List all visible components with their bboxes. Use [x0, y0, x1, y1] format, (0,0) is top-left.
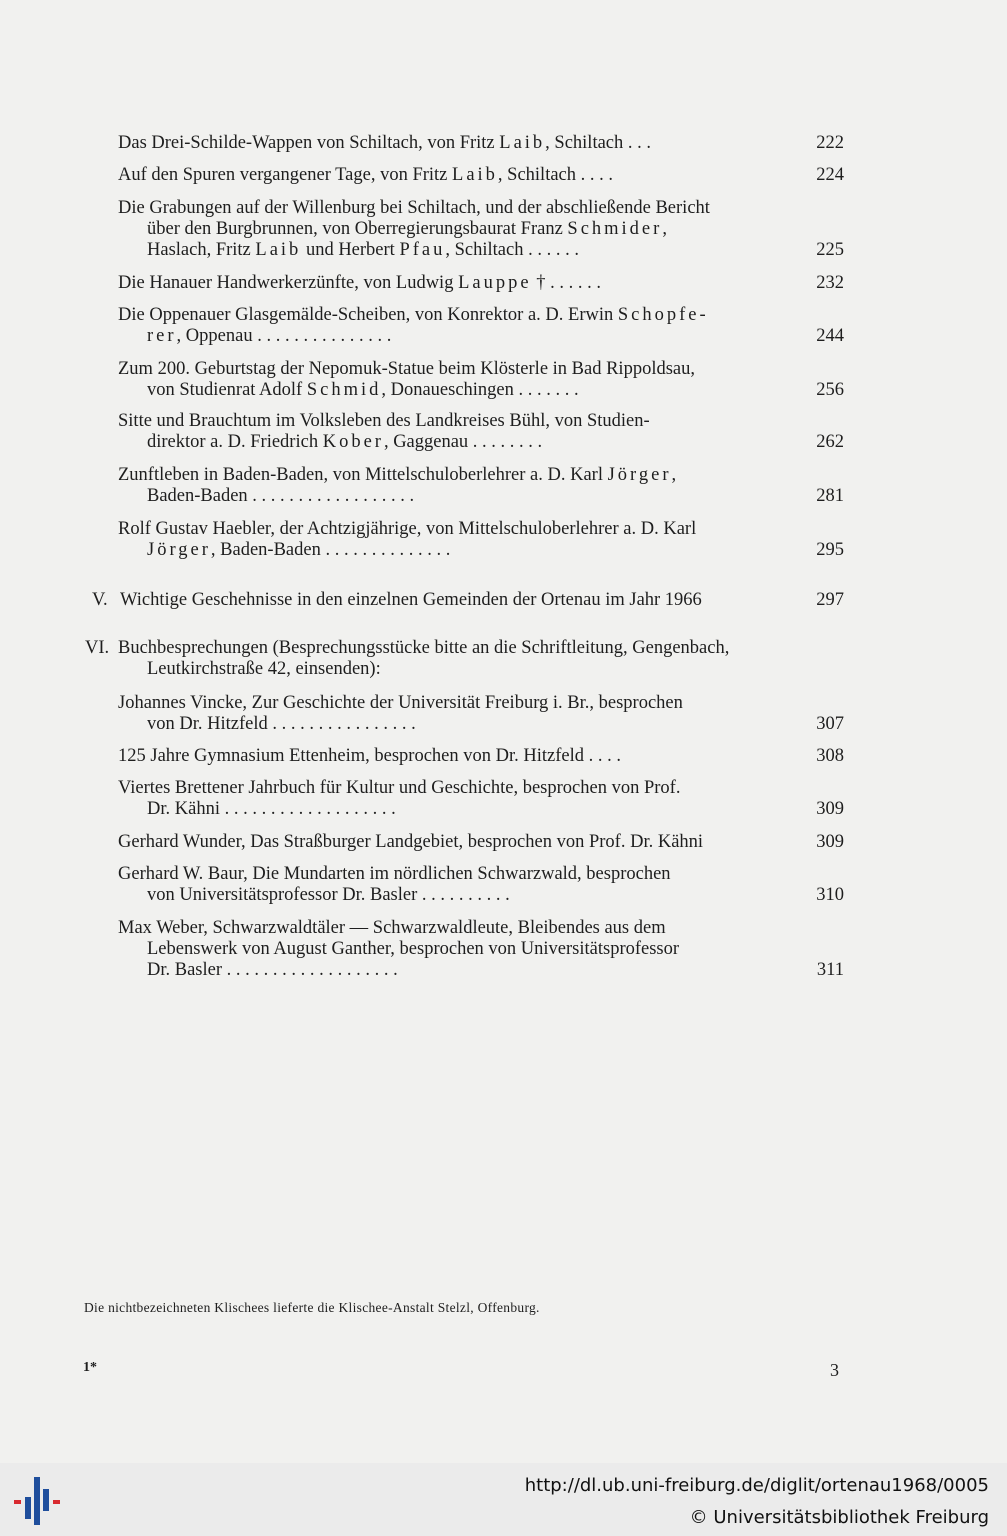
entry-text: Johannes Vincke, Zur Geschichte der Universität Freiburg i. Br., besprochen: [118, 693, 683, 713]
entry-text: Baden-Baden . . . . . . . . . . . . . . . . . .: [147, 486, 415, 506]
entry-line: [118, 778, 782, 799]
entry-text: , Gaggenau . . . . . . . .: [383, 432, 543, 452]
author-name: Schmid: [306, 380, 382, 400]
review-entry: [118, 778, 782, 820]
entry-text: von Studienrat Adolf: [147, 380, 307, 400]
page-ref: 309: [816, 799, 844, 819]
toc-entry: [118, 305, 782, 347]
page-ref: 224: [816, 165, 844, 185]
entry-line: [118, 165, 782, 186]
toc-entry: [118, 273, 782, 294]
toc-entry: [118, 359, 782, 401]
entry-text: , Baden-Baden . . . . . . . . . . . . . .: [210, 540, 451, 560]
page-ref: 225: [816, 240, 844, 260]
author-name: Laib: [499, 133, 546, 153]
entry-text: Leutkirchstraße 42, einsenden):: [147, 659, 381, 679]
entry-text: Dr. Basler . . . . . . . . . . . . . . . . . . .: [147, 960, 398, 980]
section-number: V.: [92, 590, 108, 610]
entry-text: † . . . . . .: [531, 273, 601, 293]
footer-bar: [0, 1463, 1007, 1536]
entry-line: [118, 219, 782, 240]
entry-text: Zunftleben in Baden-Baden, von Mittelschuloberlehrer a. D. Karl: [118, 465, 608, 485]
author-name: Schopfe-: [617, 305, 709, 325]
entry-text: ,: [671, 465, 677, 485]
entry-line: [118, 693, 782, 714]
entry-text: , Schiltach . . . . . .: [445, 240, 579, 260]
page-ref: 244: [816, 326, 844, 346]
entry-line: [118, 305, 782, 326]
entry-line: [118, 864, 782, 885]
page-ref: 309: [816, 832, 844, 852]
entry-text: 125 Jahre Gymnasium Ettenheim, besprochen von Dr. Hitzfeld . . . .: [118, 746, 621, 766]
entry-line: [118, 939, 782, 960]
toc-entry: [118, 411, 782, 453]
toc-entry: [118, 133, 782, 154]
entry-text: und Herbert: [301, 240, 400, 260]
entry-text: Haslach, Fritz: [147, 240, 256, 260]
author-name: Laib: [255, 240, 302, 260]
entry-line: [118, 359, 782, 380]
author-name: Jörger: [607, 465, 672, 485]
page-ref: 295: [816, 540, 844, 560]
author-name: rer: [147, 326, 177, 346]
entry-line: [118, 198, 782, 219]
toc-entry: [118, 165, 782, 186]
page-ref: 232: [816, 273, 844, 293]
page-ref: 307: [816, 714, 844, 734]
entry-text: von Universitätsprofessor Dr. Basler . . . . . . . . . .: [147, 885, 510, 905]
entry-line: [118, 540, 782, 561]
author-name: Laib: [452, 165, 498, 185]
entry-line: [118, 799, 782, 820]
entry-line: [118, 832, 782, 853]
signature-mark: 1*: [83, 1360, 97, 1375]
entry-text: Dr. Kähni . . . . . . . . . . . . . . . . . . .: [147, 799, 396, 819]
entry-line: [118, 918, 782, 939]
copyright-notice: © Universitätsbibliothek Freiburg: [689, 1507, 989, 1528]
entry-text: Gerhard Wunder, Das Straßburger Landgebiet, besprochen von Prof. Dr. Kähni: [118, 832, 704, 852]
entry-text: Die Hanauer Handwerkerzünfte, von Ludwig: [118, 273, 459, 293]
review-entry: [118, 746, 782, 767]
entry-line: [118, 659, 782, 680]
page-ref: 308: [816, 746, 844, 766]
entry-line: [118, 746, 782, 767]
entry-text: Lebenswerk von August Ganther, besprochen von Universitätsprofessor: [147, 939, 680, 959]
entry-text: direktor a. D. Friedrich: [147, 432, 323, 452]
page-number: 3: [830, 1360, 839, 1380]
entry-text: Auf den Spuren vergangener Tage, von Fritz: [118, 165, 453, 185]
review-entry: [118, 832, 782, 853]
page-ref: 256: [816, 380, 844, 400]
entry-text: Max Weber, Schwarzwaldtäler — Schwarzwaldleute, Bleibendes aus dem: [118, 918, 666, 938]
entry-line: [118, 486, 782, 507]
entry-line: [118, 465, 782, 486]
page-ref: 297: [816, 590, 844, 610]
page-ref: 311: [816, 960, 844, 980]
entry-line: [118, 273, 782, 294]
page-ref: 222: [816, 133, 844, 153]
entry-text: Rolf Gustav Haebler, der Achtzigjährige, von Mittelschuloberlehrer a. D. Karl: [118, 519, 697, 539]
author-name: Pfau: [399, 240, 446, 260]
entry-text: Viertes Brettener Jahrbuch für Kultur und Geschichte, besprochen von Prof.: [118, 778, 681, 798]
review-entry: [118, 864, 782, 906]
library-logo-icon: [12, 1475, 64, 1527]
entry-line: [118, 638, 782, 659]
review-entry: [118, 693, 782, 735]
author-name: Schmider: [567, 219, 663, 239]
permalink-url[interactable]: http://dl.ub.uni-freiburg.de/diglit/ortenau1968/0005: [524, 1475, 989, 1496]
entry-text: Die Grabungen auf der Willenburg bei Schiltach, und der abschließende Bericht: [118, 198, 710, 218]
section-title: [118, 638, 782, 680]
review-entry: [118, 918, 782, 981]
page-ref: 262: [816, 432, 844, 452]
toc-entry: [118, 198, 782, 261]
page-ref: 310: [816, 885, 844, 905]
entry-text: , Donaueschingen . . . . . . .: [381, 380, 579, 400]
author-name: Lauppe: [458, 273, 532, 293]
entry-text: von Dr. Hitzfeld . . . . . . . . . . . . . . . .: [147, 714, 416, 734]
entry-text: , Schiltach . . . .: [497, 165, 614, 185]
entry-line: [118, 885, 782, 906]
entry-line: [118, 432, 782, 453]
entry-line: [118, 133, 782, 154]
entry-text: , Oppenau . . . . . . . . . . . . . . .: [176, 326, 392, 346]
section-title: Wichtige Geschehnisse in den einzelnen Gemeinden der Ortenau im Jahr 1966: [120, 590, 702, 610]
page-ref: 281: [816, 486, 844, 506]
entry-text: , Schiltach . . .: [545, 133, 652, 153]
entry-text: Zum 200. Geburtstag der Nepomuk-Statue beim Klösterle in Bad Rippoldsau,: [118, 359, 695, 379]
toc-entry: [118, 465, 782, 507]
entry-line: [118, 519, 782, 540]
entry-line: [118, 240, 782, 261]
entry-text: Die Oppenauer Glasgemälde-Scheiben, von Konrektor a. D. Erwin: [118, 305, 618, 325]
author-name: Jörger: [147, 540, 211, 560]
entry-text: über den Burgbrunnen, von Oberregierungsbaurat Franz: [147, 219, 568, 239]
section-number: VI.: [85, 638, 110, 658]
entry-text: Das Drei-Schilde-Wappen von Schiltach, von Fritz: [118, 133, 500, 153]
entry-line: [118, 326, 782, 347]
entry-text: Buchbesprechungen (Besprechungsstücke bitte an die Schriftleitung, Gengenbach,: [118, 638, 730, 658]
footnote: Die nichtbezeichneten Klischees lieferte die Klischee-Anstalt Stelzl, Offenburg.: [84, 1300, 540, 1315]
entry-text: ,: [662, 219, 667, 239]
toc-entry: [118, 519, 782, 561]
entry-line: [118, 380, 782, 401]
author-name: Kober: [322, 432, 384, 452]
entry-line: [118, 411, 782, 432]
entry-line: [118, 960, 782, 981]
entry-text: Sitte und Brauchtum im Volksleben des Landkreises Bühl, von Studien-: [118, 411, 650, 431]
entry-text: Gerhard W. Baur, Die Mundarten im nördlichen Schwarzwald, besprochen: [118, 864, 671, 884]
entry-line: [118, 714, 782, 735]
